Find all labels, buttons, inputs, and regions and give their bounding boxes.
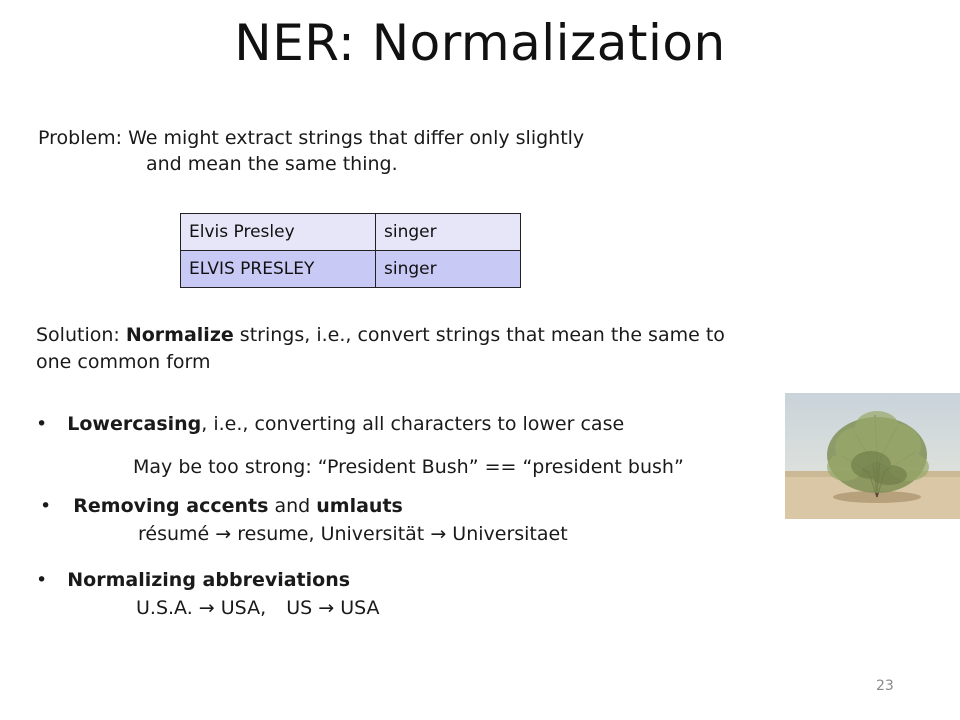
arrow-right-icon: → [215, 523, 232, 545]
table-cell: ELVIS PRESLEY [181, 251, 376, 288]
example-to: USA [340, 597, 380, 619]
accents-keyword: Removing accents [73, 495, 269, 517]
lowercasing-note: May be too strong: “President Bush” == “president bush” [133, 456, 684, 478]
solution-line-2: one common form [36, 351, 211, 373]
bullet-abbreviations [36, 568, 350, 593]
lowercasing-keyword: Lowercasing [67, 413, 202, 435]
problem-line-1: Problem: We might extract strings that differ only slightly [38, 127, 585, 149]
bullet-icon: • [36, 569, 48, 591]
bullet-icon: • [40, 495, 52, 517]
table-cell: singer [376, 251, 521, 288]
solution-line-1 [36, 323, 725, 348]
example-to: resume, [237, 523, 315, 545]
bullet-lowercasing [36, 412, 624, 437]
example-from: U.S.A. [136, 597, 193, 619]
solution-text: strings, i.e., convert strings that mean the same to [233, 324, 725, 346]
accents-examples [138, 522, 568, 547]
table-row [181, 251, 521, 288]
example-from: US [286, 597, 313, 619]
abbreviation-examples [136, 596, 380, 621]
example-to: USA, [220, 597, 267, 619]
lowercasing-text: , i.e., converting all characters to lower case [201, 413, 625, 435]
problem-line-2: and mean the same thing. [146, 153, 398, 175]
example-table [180, 213, 521, 288]
accents-and: and [268, 495, 317, 517]
umlauts-keyword: umlauts [316, 495, 403, 517]
arrow-right-icon: → [430, 523, 447, 545]
example-to: Universitaet [452, 523, 568, 545]
solution-label: Solution: [36, 324, 126, 346]
page-number: 23 [876, 678, 894, 694]
example-from: résumé [138, 523, 210, 545]
table-cell: Elvis Presley [181, 214, 376, 251]
bullet-icon: • [36, 413, 48, 435]
arrow-right-icon: → [318, 597, 335, 619]
bullet-accents [40, 494, 403, 519]
example-from: Universität [320, 523, 425, 545]
arrow-right-icon: → [198, 597, 215, 619]
table-row [181, 214, 521, 251]
abbreviations-keyword: Normalizing abbreviations [67, 569, 351, 591]
table-cell: singer [376, 214, 521, 251]
solution-keyword: Normalize [125, 324, 234, 346]
bush-photo [785, 393, 960, 519]
slide-title: NER: Normalization [234, 14, 726, 72]
